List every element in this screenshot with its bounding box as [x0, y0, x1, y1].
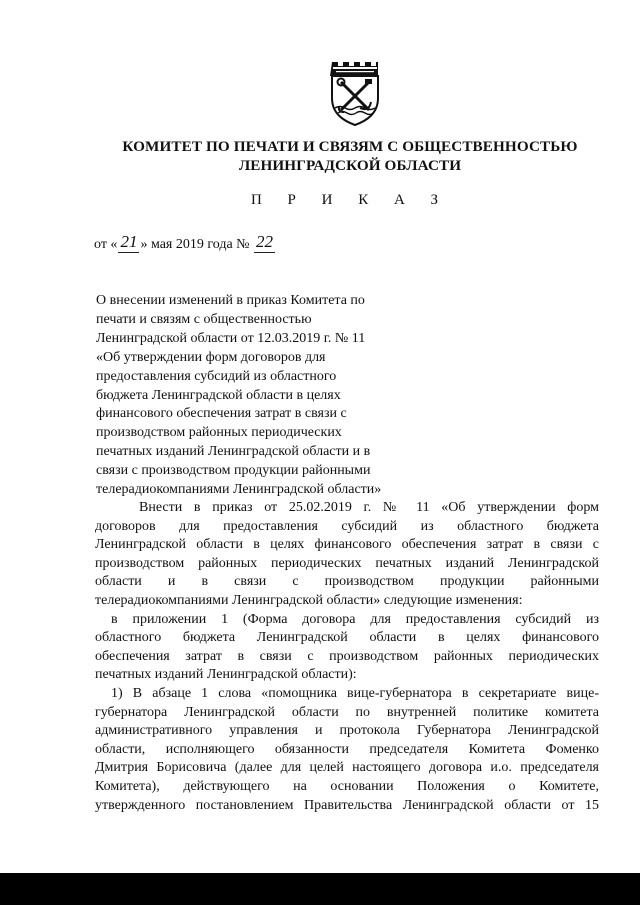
handwritten-day: 21 [120, 232, 138, 251]
body-line: области, исполняющего обязанности председателя Комитета Фоменко [95, 741, 599, 757]
body-line: телерадиокомпаниями Ленинградской области» следующие изменения: [95, 592, 523, 608]
scan-edge-bar [0, 873, 640, 905]
date-prefix: от « [94, 237, 118, 252]
title-line: печати и связям с общественностью [96, 311, 312, 327]
body-line: 1) В абзаце 1 слова «помощника вице-губернатора в секретариате вице- [111, 685, 599, 701]
body-line: административного управления и протокола Губернатора Ленинградской [95, 723, 599, 739]
title-line: предоставления субсидий из областного [96, 368, 337, 384]
body-line: области и в связи с производством продукции районными [95, 574, 599, 590]
body-line: Дмитрия Борисовича (далее для целей настоящего договора и.о. председателя [95, 760, 599, 776]
title-line: производством районных периодических [96, 425, 342, 441]
organization-name-line2: ЛЕНИНГРАДСКОЙ ОБЛАСТИ [238, 157, 462, 174]
document-type: П Р И К А З [250, 192, 450, 208]
body-line: Внести в приказ от 25.02.2019 г. № 11 «Об утверждении форм [139, 500, 599, 515]
title-line: бюджета Ленинградской области в целях [96, 387, 341, 403]
body-line: губернатора Ленинградской области по внутренней политике комитета [95, 704, 599, 720]
body-line: Комитета), действующего на основании Положения о Комитете, [95, 778, 599, 794]
title-line: телерадиокомпаниями Ленинградской области» [96, 482, 382, 498]
body-line: утвержденного постановлением Правительства Ленинградской области от 15 [95, 797, 599, 813]
title-line: «Об утверждении форм договоров для [96, 349, 326, 365]
date-line [94, 233, 276, 254]
order-title [96, 292, 426, 500]
body-line: договоров для предоставления субсидий из областного бюджета [95, 518, 599, 534]
coat-of-arms-icon [330, 58, 380, 126]
body-line: областного бюджета Ленинградской области в целях финансового [95, 630, 599, 646]
title-line: печатных изданий Ленинградской области и в [96, 444, 371, 460]
title-line: финансового обеспечения затрат в связи с [96, 406, 347, 422]
body-line: печатных изданий Ленинградской области): [95, 667, 357, 683]
order-body [95, 499, 599, 815]
title-line: связи с производством продукции районными [96, 463, 371, 479]
body-line: обеспечения затрат в связи с производством районных периодических [95, 648, 599, 664]
title-line: Ленинградской области от 12.03.2019 г. № 11 [96, 330, 366, 346]
title-line: О внесении изменений в приказ Комитета по [96, 293, 365, 308]
body-line: производством районных периодических печатных изданий Ленинградской [95, 555, 599, 571]
organization-name-line1: КОМИТЕТ ПО ПЕЧАТИ И СВЯЗЯМ С ОБЩЕСТВЕННОСТЬЮ [122, 138, 578, 155]
handwritten-number: 22 [256, 232, 274, 251]
body-line: Ленинградской области в целях финансового обеспечения затрат в связи с [95, 537, 599, 553]
date-middle: » мая 2019 года № [140, 237, 254, 252]
body-line: в приложении 1 (Форма договора для предоставления субсидий из [111, 611, 599, 627]
